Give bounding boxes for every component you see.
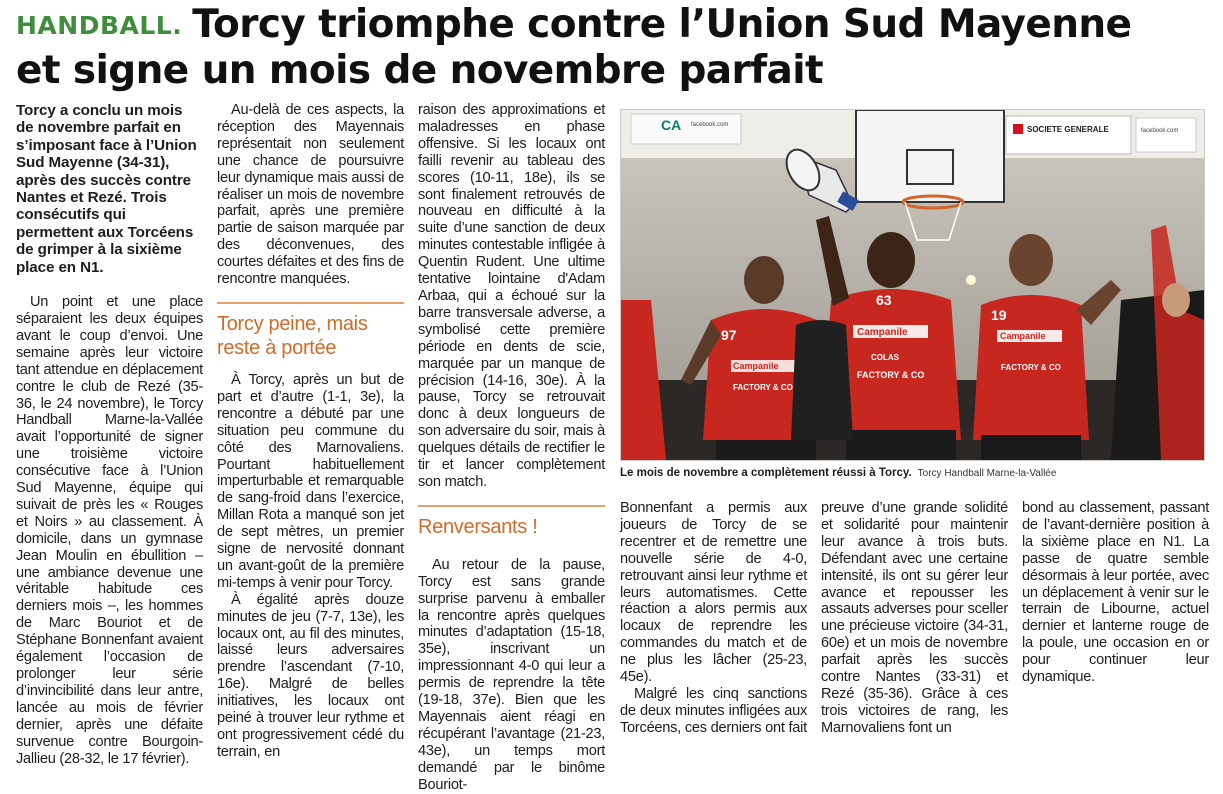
svg-text:Campanile: Campanile <box>1000 331 1046 341</box>
paragraph: Au-delà de ces aspects, la réception des Mayennais représentait non seulement une chance de poursuivre leur dynamique mais aussi de réaliser un mois de novembre parfait, après une première partie de saison marquée par des déconvenues, des courtes défaites et des fins de rencontre manquées. <box>217 102 404 288</box>
jersey-sponsor: Campanile <box>733 361 779 371</box>
photo-caption <box>620 466 1210 481</box>
column-5 <box>821 500 1008 737</box>
paragraph: Un point et une place séparaient les deux équipes avant le coup d’envoi. Une semaine après leur victoire tant attendue en déplacement contre le club de Rezé (35-36, le 24 novembre), le Torcy Handball Marne-la-Vallée avait l’opportunité de signer une troisième victoire consécutive face à l’Union Sud Mayenne, équipe qui suivait de près les « Rouges et Noirs » au classement. À domicile, dans un gymnase Jean Moulin en ébullition – une ambiance devenue une véritable habitude ces derniers mois –, les hommes de Marc Bouriot et de Stéphane Bonnenfant avaient également l’occasion de prolonger leur série d’invincibilité dans leur antre, lancée au mois de février dernier, après une défaite survenue contre Bourgoin-Jallieu (28-32, le 17 février). <box>16 294 203 767</box>
svg-text:facebook.com: facebook.com <box>1141 128 1179 134</box>
svg-text:FACTORY & CO: FACTORY & CO <box>857 370 925 380</box>
svg-text:FACTORY & CO: FACTORY & CO <box>733 383 793 392</box>
paragraph: À Torcy, après un but de part et d’autre (1-1, 3e), la rencontre a débuté par une situation peu commune du côté des Marnovaliens. Pourtant habituellement imperturbable et remarquable de sang-froid dans l’exercice, Millan Rota a manqué son jet de sept mètres, un premier signe de nervosité donnant un avant-goût de la première mi-temps à venir pour Torcy. <box>217 371 404 591</box>
subheading-renversants: Renversants ! <box>418 505 605 539</box>
svg-text:facebook.com: facebook.com <box>691 122 729 128</box>
column-3 <box>418 102 605 794</box>
jersey-number: 97 <box>721 327 737 343</box>
column-2 <box>217 102 404 761</box>
paragraph: raison des approximations et maladresses en phase offensive. Si les locaux ont failli revenir au tableau des scores (10-11, 18e), ils se sont finalement retrouvés de nouveau en difficulté à la suite d’une sanction de deux minutes contestable infligée à Quentin Rudent. Une ultime tentative lointaine d'Adam Arbaa, qui a échoué sur la barre transversale adverse, a symbolisé cette première période en dents de scie, marquée par un manque de précision (14-16, 30e). À la pause, Torcy se retrouvait donc à deux longueurs de son adversaire du soir, mais à quelques détails de rectifier le tir et lancer complètement son match. <box>418 102 605 490</box>
paragraph: À égalité après douze minutes de jeu (7-7, 13e), les locaux ont, au fil des minutes, laissé leurs adversaires prendre l’ascendant (7-10, 16e). Malgré de belles initiatives, les locaux ont peiné à trouver leur rythme et ont progressivement cédé du terrain, en <box>217 591 404 760</box>
section-kicker: HANDBALL. <box>16 11 183 40</box>
bank-banner-text: SOCIETE GENERALE <box>1027 125 1109 134</box>
column-4 <box>620 500 807 737</box>
subheading-peine: Torcy peine, mais reste à portée <box>217 302 404 360</box>
match-photo <box>620 109 1205 461</box>
headline-line-2: et signe un mois de novembre parfait <box>16 48 824 93</box>
article-headline <box>16 2 1211 93</box>
paragraph: preuve d’une grande solidité et solidarité pour maintenir leur avance à trois buts. Défendant avec une certaine intensité, ils ont su gérer leur avance et repousser les assauts adverses pour sceller une précieuse victoire (34-31, 60e) et un mois de novembre parfait après les succès contre Nantes (33-31) et Rezé (35-36). Grâce à ces trois victoires de rang, les Marnovaliens font un <box>821 500 1008 736</box>
paragraph: Malgré les cinq sanctions de deux minutes infligées aux Torcéens, ces derniers ont fait <box>620 685 807 736</box>
paragraph: Au retour de la pause, Torcy est sans grande surprise parvenu à emballer la rencontre après quelques minutes d’adaptation (15-18, 35e), inscrivant un impressionnant 4-0 qui leur a permis de reprendre la tête (19-18, 37e). Bien que les Mayennais aient réagi en récupérant l’avantage (21-23, 43e), un temps mort demandé par le binôme Bouriot- <box>418 556 605 793</box>
article-lede <box>16 102 203 276</box>
caption-text: Le mois de novembre a complètement réussi à Torcy. <box>620 467 912 479</box>
column-6 <box>1022 500 1209 686</box>
svg-text:COLAS: COLAS <box>871 353 899 362</box>
photo-credit: Torcy Handball Marne-la-Vallée <box>917 468 1057 479</box>
svg-text:Campanile: Campanile <box>857 327 908 338</box>
svg-text:63: 63 <box>876 292 892 308</box>
paragraph: bond au classement, passant de l’avant-dernière position à la sixième place en N1. La passe de quatre semble désormais à leur portée, avec un déplacement à venir sur le terrain de Libourne, actuel dernier et lanterne rouge de la poule, une occasion en or pour continuer leur dynamique. <box>1022 500 1209 686</box>
paragraph: Bonnenfant a permis aux joueurs de Torcy de se recentrer et de remettre une nouvelle série de 4-0, retrouvant ainsi leur rythme et leurs automatismes. Cette réaction a alors permis aux locaux de reprendre les commandes du match et de ne plus les lâcher (25-23, 45e). <box>620 500 807 686</box>
lede-text: Torcy a conclu un mois de novembre parfait en s’imposant face à l’Union Sud Mayenne (34-31), après des succès contre Nantes et Rezé. Trois consécutifs qui permettent aux Torcéens de grimper à la sixième place en N1. <box>16 102 197 276</box>
svg-text:FACTORY & CO: FACTORY & CO <box>1001 363 1061 372</box>
ca-logo-text: CA <box>661 117 682 133</box>
headline-line-1: HANDBALL. Torcy triomphe contre l’Union Sud Mayenne <box>16 2 1132 47</box>
column-1 <box>16 102 203 767</box>
svg-text:19: 19 <box>991 307 1007 323</box>
